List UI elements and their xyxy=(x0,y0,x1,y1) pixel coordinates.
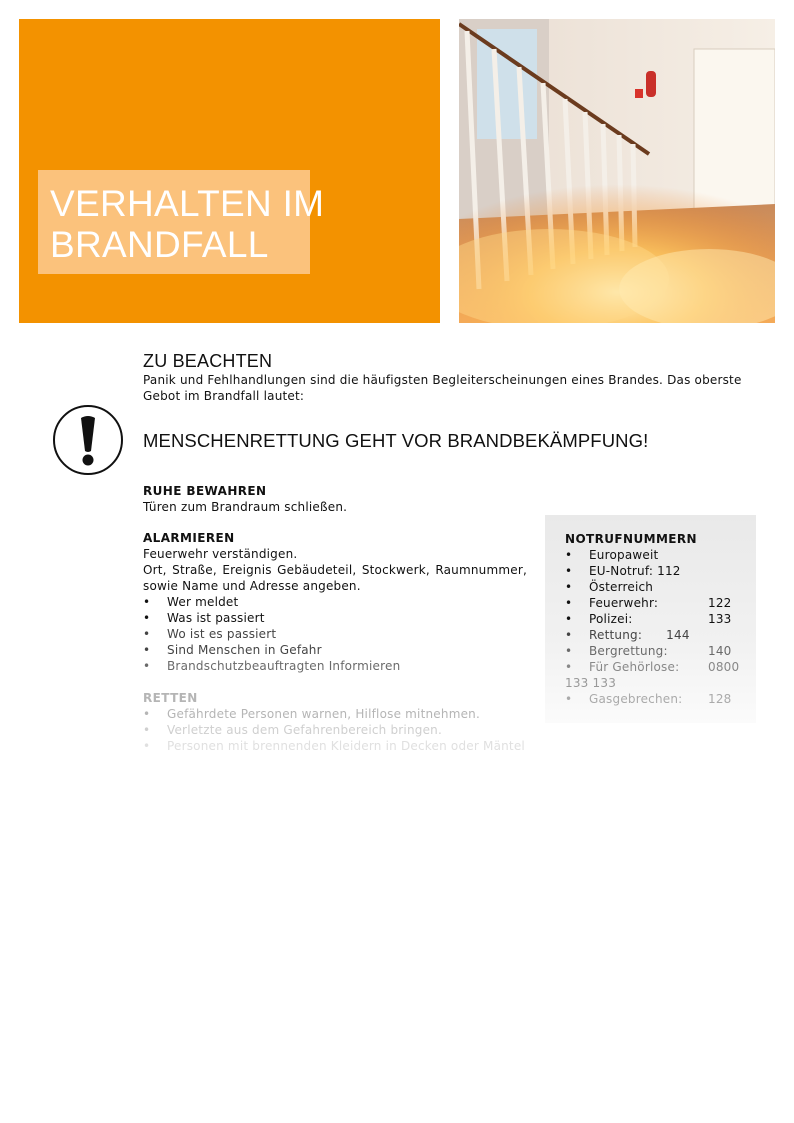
section-heading: RUHE BEWAHREN xyxy=(143,484,267,498)
list-item: • Gefährdete Personen warnen, Hilflose mitnehmen. xyxy=(143,706,543,722)
notruf-continuation: 133 133 xyxy=(565,676,617,690)
section-retten xyxy=(143,690,543,754)
title-line-2: BRANDFALL xyxy=(50,224,269,265)
emergency-numbers-box xyxy=(545,515,756,723)
notruf-label: Bergrettung: xyxy=(589,644,668,658)
notruf-heading: NOTRUFNUMMERN xyxy=(565,532,697,546)
page-title xyxy=(50,183,325,265)
section-ruhe-bewahren xyxy=(143,483,347,515)
notruf-label: Österreich xyxy=(589,580,654,594)
notruf-label: Rettung: 144 xyxy=(589,628,690,642)
list-item: • Personen mit brennenden Kleidern in Decken oder Mäntel xyxy=(143,738,543,754)
alarm-checklist xyxy=(143,594,527,674)
notruf-row xyxy=(565,627,750,643)
notruf-row xyxy=(565,643,750,659)
notruf-label: Feuerwehr: xyxy=(589,596,659,610)
notruf-label: Gasgebrechen: xyxy=(589,692,683,706)
warning-statement: MENSCHENRETTUNG GEHT VOR BRANDBEKÄMPFUNG! xyxy=(143,430,649,451)
notruf-number: 140 xyxy=(708,644,732,658)
notruf-label: Für Gehörlose: xyxy=(589,660,680,674)
exclamation-circle-icon xyxy=(52,404,124,476)
notruf-number: 128 xyxy=(708,692,732,706)
title-line-1: VERHALTEN IM xyxy=(50,183,325,224)
notruf-number: 122 xyxy=(708,596,732,610)
notruf-row xyxy=(565,547,750,563)
intro-text: Panik und Fehlhandlungen sind die häufigsten Begleiterscheinungen eines Brandes. Das oberste Gebot im Brandfall lautet: xyxy=(143,373,742,403)
notruf-label: Polizei: xyxy=(589,612,633,626)
list-item: • Verletzte aus dem Gefahrenbereich bringen. xyxy=(143,722,543,738)
list-item: • Brandschutzbeauftragten Informieren xyxy=(143,658,527,674)
list-item: • Was ist passiert xyxy=(143,610,527,626)
notruf-row xyxy=(565,611,750,627)
section-text: Feuerwehr verständigen. xyxy=(143,547,298,561)
list-item: • Wo ist es passiert xyxy=(143,626,527,642)
notruf-row xyxy=(565,691,750,707)
notruf-label: Europaweit xyxy=(589,548,659,562)
section-alarmieren xyxy=(143,530,527,674)
rescue-list xyxy=(143,706,543,754)
notruf-label: EU-Notruf: 112 xyxy=(589,564,681,578)
notruf-row xyxy=(565,659,750,675)
list-item: • Sind Menschen in Gefahr xyxy=(143,642,527,658)
section-heading: ALARMIEREN xyxy=(143,531,235,545)
section-heading: RETTEN xyxy=(143,691,198,705)
intro-heading: ZU BEACHTEN xyxy=(143,351,273,371)
list-item: • Wer meldet xyxy=(143,594,527,610)
notruf-number: 0800 xyxy=(708,660,740,674)
notruf-row xyxy=(565,579,750,595)
staircase-fire-photo xyxy=(459,19,775,323)
section-text: Ort, Straße, Ereignis Gebäudeteil, Stockwerk, Raumnummer, sowie Name und Adresse angeben. xyxy=(143,563,527,593)
notruf-row xyxy=(565,595,750,611)
section-text: Türen zum Brandraum schließen. xyxy=(143,500,348,514)
notruf-row xyxy=(565,563,750,579)
notruf-number: 133 xyxy=(708,612,732,626)
